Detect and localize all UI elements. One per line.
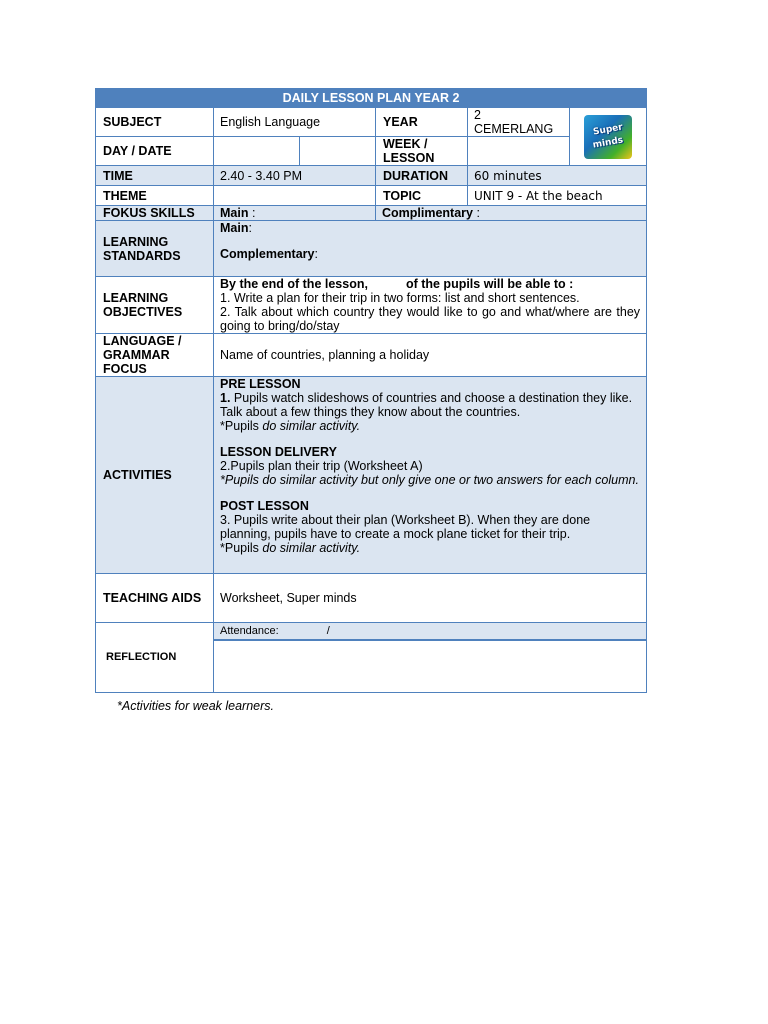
lf-label-line2: GRAMMAR (103, 348, 170, 362)
date-value (300, 137, 376, 166)
theme-label: THEME (96, 186, 214, 206)
logo-text-top: Super (592, 121, 624, 138)
topic-value: UNIT 9 - At the beach (468, 186, 647, 206)
post-lesson-heading: POST LESSON (220, 499, 309, 513)
pre-lesson-text (220, 391, 640, 419)
plan-title: DAILY LESSON PLAN YEAR 2 (96, 89, 647, 108)
theme-value (214, 186, 376, 206)
ls-label-line1: LEARNING (103, 234, 169, 249)
ls-comp-suffix: : (314, 247, 318, 261)
attendance-separator: / (326, 625, 330, 637)
fokus-main-label: Main (220, 206, 249, 220)
logo-text-bottom: minds (592, 134, 624, 151)
learning-standards-label (96, 221, 214, 277)
lo-item-2: 2. Talk about which country they would like to go and what/where are they going to bring/do/stay (220, 305, 641, 333)
pre-lesson-num: 1. (220, 391, 231, 405)
lesson-plan-table (95, 88, 647, 693)
day-value (214, 137, 300, 166)
time-value: 2.40 - 3.40 PM (214, 166, 376, 186)
year-number: 2 (474, 108, 481, 122)
reflection-label: REFLECTION (96, 623, 214, 693)
activities-value (214, 377, 647, 574)
learning-standards-value (214, 221, 647, 277)
subject-label: SUBJECT (96, 108, 214, 137)
lesson-delivery-heading: LESSON DELIVERY (220, 445, 337, 459)
attendance-row (214, 623, 647, 641)
logo-cell (570, 108, 647, 166)
lo-label-line2: OBJECTIVES (103, 305, 183, 319)
lesson-delivery-text: 2.Pupils plan their trip (Worksheet A) (220, 459, 423, 473)
post-lesson-note (220, 541, 640, 555)
lo-label-line1: LEARNING (103, 291, 169, 305)
lo-intro-part2: of the pupils will be able to : (405, 277, 574, 291)
language-focus-value: Name of countries, planning a holiday (214, 334, 647, 377)
lo-intro-part1: By the end of the lesson, (220, 277, 368, 291)
week-lesson-label (376, 137, 468, 166)
post-lesson-text: 3. Pupils write about their plan (Worksheet B). When they are done planning, pupils have to create a mock plane ticket for their trip. (220, 513, 591, 541)
year-value (468, 108, 570, 137)
attendance-label: Attendance: (220, 625, 279, 637)
lo-item-1: 1. Write a plan for their trip in two forms: list and short sentences. (220, 291, 580, 305)
fokus-comp-label: Complimentary (382, 206, 473, 220)
ls-comp-label: Complementary (220, 247, 315, 261)
post-note-italic: do similar activity. (262, 541, 361, 555)
footnote: *Activities for weak learners. (117, 699, 275, 713)
duration-value: 60 minutes (468, 166, 647, 186)
fokus-comp-suffix: : (473, 206, 480, 220)
year-class: CEMERLANG (474, 122, 554, 136)
week-label-line1: WEEK / (383, 137, 428, 151)
fokus-skills-main (214, 206, 376, 221)
lo-intro (220, 277, 640, 291)
subject-value: English Language (214, 108, 376, 137)
day-date-label: DAY / DATE (96, 137, 214, 166)
super-minds-logo (584, 115, 632, 159)
learning-objectives-label (96, 277, 214, 334)
fokus-skills-complimentary (376, 206, 647, 221)
lf-label-line3: FOCUS (103, 362, 147, 376)
ls-main-suffix: : (248, 221, 252, 235)
week-label-line2: LESSON (383, 151, 435, 165)
pre-lesson-note (220, 419, 640, 433)
language-focus-label (96, 334, 214, 377)
fokus-main-suffix: : (248, 206, 256, 220)
pre-note-italic: do similar activity. (262, 419, 361, 433)
duration-label: DURATION (376, 166, 468, 186)
lf-label-line1: LANGUAGE / (103, 334, 182, 348)
ls-label-line2: STANDARDS (103, 248, 181, 263)
pre-lesson-body: Pupils watch slideshows of countries and choose a destination they like. Talk about a few things they know about the countries. (220, 391, 633, 419)
teaching-aids-label: TEACHING AIDS (96, 574, 214, 623)
post-note-plain: *Pupils (220, 541, 263, 555)
ls-main-label: Main (220, 221, 249, 235)
lesson-delivery-note: *Pupils do similar activity but only give one or two answers for each column. (220, 473, 639, 487)
year-label: YEAR (376, 108, 468, 137)
topic-label: TOPIC (376, 186, 468, 206)
pre-lesson-heading: PRE LESSON (220, 377, 301, 391)
learning-objectives-value (214, 277, 647, 334)
pre-note-plain: *Pupils (220, 419, 263, 433)
time-label: TIME (96, 166, 214, 186)
week-lesson-value (468, 137, 570, 166)
teaching-aids-value: Worksheet, Super minds (214, 574, 647, 623)
fokus-skills-label: FOKUS SKILLS (96, 206, 214, 221)
activities-label: ACTIVITIES (96, 377, 214, 574)
reflection-value (214, 640, 647, 692)
